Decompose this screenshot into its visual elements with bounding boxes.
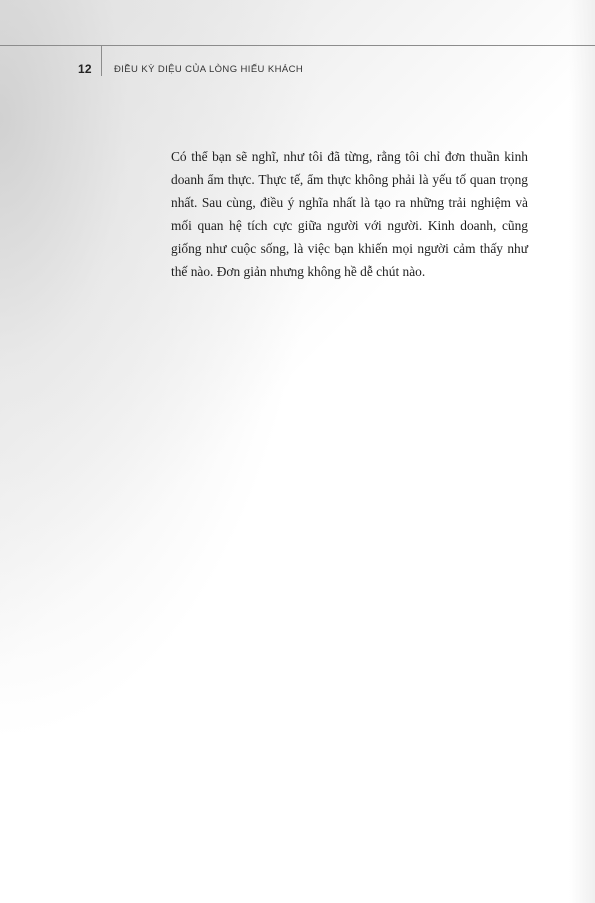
page-edge-shadow	[569, 0, 595, 903]
page-number: 12	[78, 62, 92, 76]
header-rule	[0, 45, 595, 46]
running-title: ĐIỀU KỲ DIỆU CỦA LÒNG HIẾU KHÁCH	[114, 64, 304, 75]
header-divider	[101, 46, 102, 76]
body-paragraph: Có thể bạn sẽ nghĩ, như tôi đã từng, rằng tôi chỉ đơn thuần kinh doanh ẩm thực. Thực tế, ẩm thực không phải là yếu tố quan trọng nhất. Sau cùng, điều ý nghĩa nhất là tạo ra những trải nghiệm và mối quan hệ tích cực giữa người với người. Kinh doanh, cũng giống như cuộc sống, là việc bạn khiến mọi người cảm thấy như thế nào. Đơn giản nhưng không hề dễ chút nào.	[171, 149, 528, 279]
